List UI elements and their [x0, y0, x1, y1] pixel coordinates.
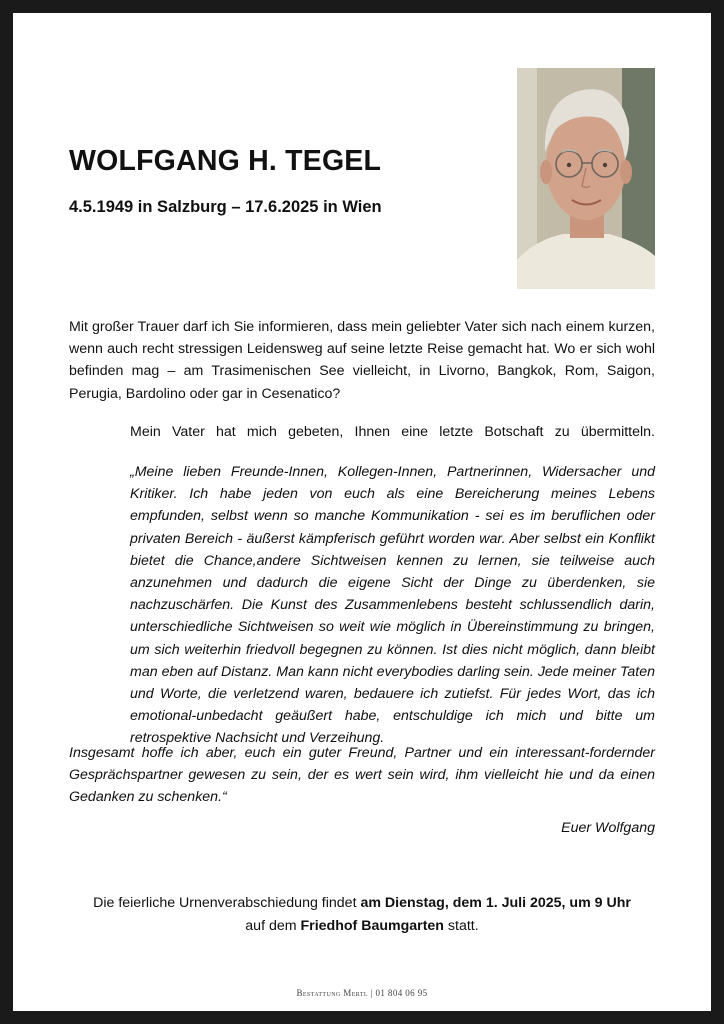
ceremony-location-prefix: auf dem	[245, 918, 301, 934]
footer	[13, 988, 711, 998]
signature: Euer Wolfgang	[561, 820, 655, 836]
message-lead: Mein Vater hat mich gebeten, Ihnen eine letzte Botschaft zu übermitteln.	[130, 424, 655, 440]
intro-paragraph: Mit großer Trauer darf ich Sie informieren, dass mein geliebter Vater sich nach einem kurzen, wenn auch recht stressigen Leidensweg auf seine letzte Reise gemacht hat. Wo er sich wohl befinden mag – am Trasimenischen See vielleicht, in Livorno, Bangkok, Rom, Saigon, Perugia, Bardolino oder gar in Cesenatico?	[69, 319, 655, 402]
deceased-name: WOLFGANG H. TEGEL	[69, 145, 382, 177]
ceremony-notice	[69, 892, 655, 938]
footer-phone: 01 804 06 95	[375, 988, 428, 998]
portrait-image	[517, 68, 655, 289]
ceremony-date-time: am Dienstag, dem 1. Juli 2025, um 9 Uhr	[360, 895, 631, 911]
portrait-photo	[517, 68, 655, 289]
farewell-quote: „Meine lieben Freunde-Innen, Kollegen-Innen, Partnerinnen, Widersacher und Kritiker. Ich habe jeden von euch als eine Bereicherung meines Lebens empfunden, selbst wenn so manche Kommunikation - sei es im beruflichen oder privaten Bereich - äußerst kämpferisch geführt worden war. Aber selbst ein Konflikt bietet die Chance,andere Sichtweisen kennen zu lernen, sie teilweise auch anzunehmen und dadurch die eigene Sicht der Dinge zu überdenken, sie nachzuschärfen. Die Kunst des Zusammenlebens besteht schlussendlich darin, unterschiedliche Sichtweisen so weit wie möglich in Übereinstimmung zu bringen, um sich weiterhin friedvoll begegnen zu können. Ist dies nicht möglich, dann bleibt man eben auf Distanz. Man kann nicht everybodies darling sein. Jede meiner Taten und Worte, die verletzend waren, bedauere ich zutiefst. Für jedes Wort, das ich emotional-unbedacht geäußert habe, entschuldige ich mich und bitte um retrospektive Nachsicht und Verzeihung.	[130, 464, 655, 747]
ceremony-prefix: Die feierliche Urnenverabschiedung findet	[93, 895, 361, 911]
ceremony-location: Friedhof Baumgarten	[300, 918, 444, 934]
life-dates: 4.5.1949 in Salzburg – 17.6.2025 in Wien	[69, 198, 382, 216]
closing-paragraph: Insgesamt hoffe ich aber, euch ein guter Freund, Partner und ein interessant-fordernder Gesprächspartner gewesen zu sein, der es wert sein wird, ihm vielleicht hie und da einen Gedanken zu schenken.“	[69, 745, 655, 806]
footer-separator: |	[370, 988, 373, 998]
obituary-page	[13, 13, 711, 1011]
footer-company: Bestattung Mertl	[296, 988, 368, 998]
ceremony-suffix: statt.	[443, 918, 479, 934]
